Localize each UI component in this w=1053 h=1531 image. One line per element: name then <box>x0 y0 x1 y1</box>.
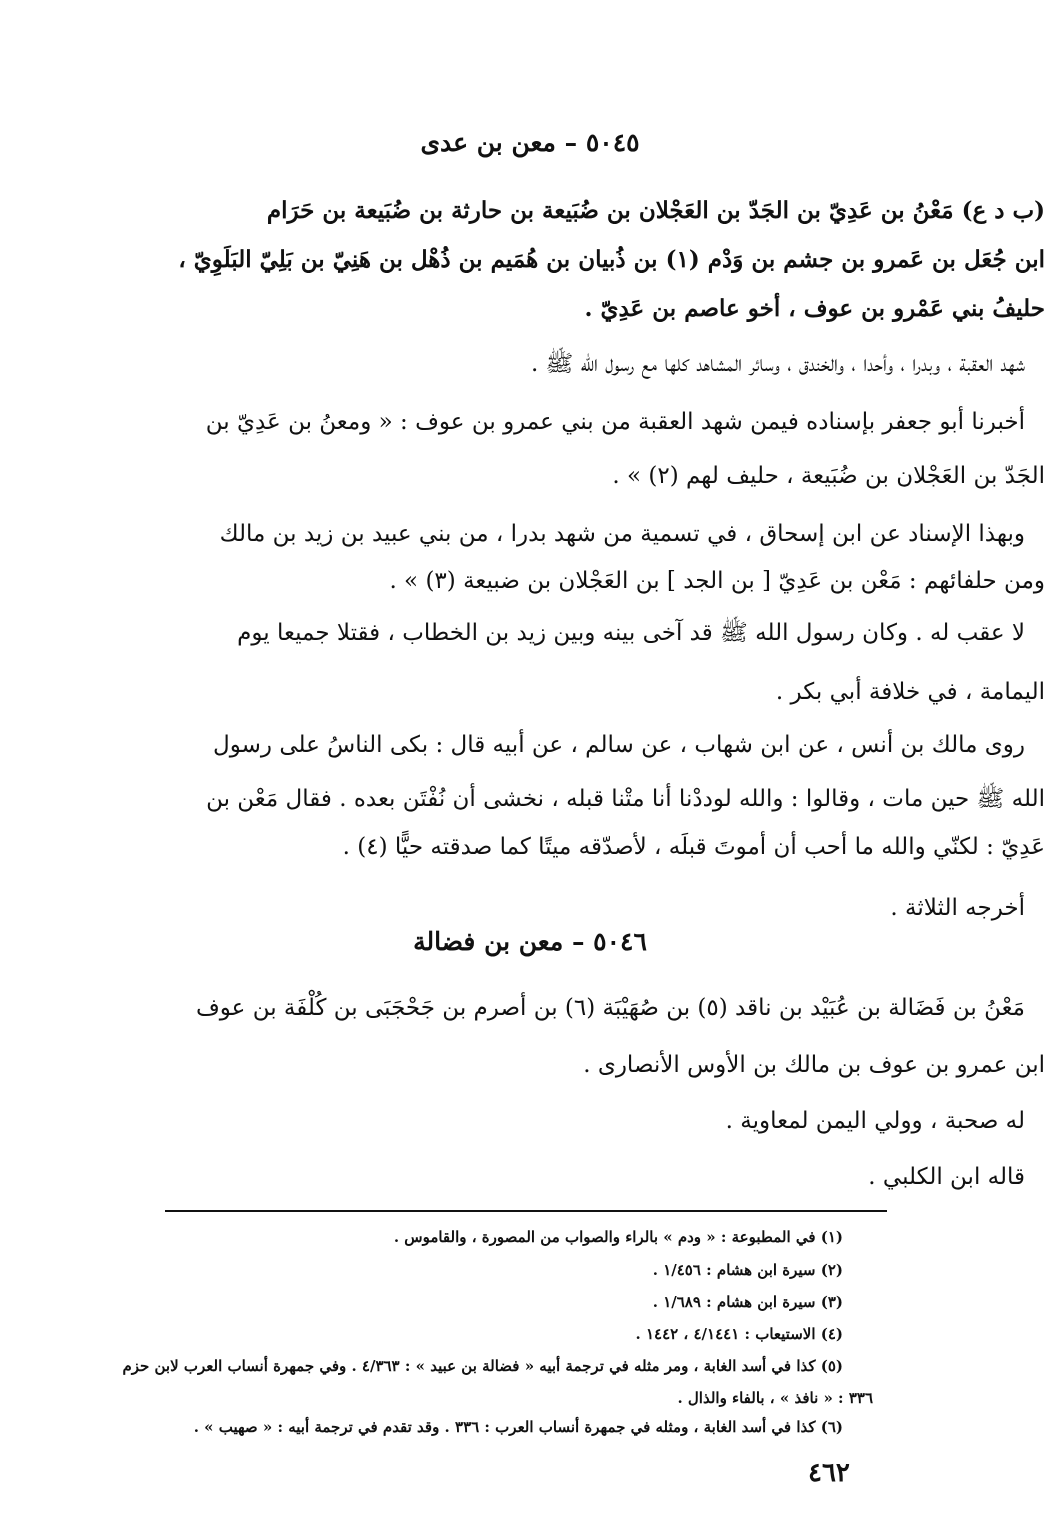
entry-heading-5046: ٥٠٤٦ – معن بن فضالة <box>413 927 647 956</box>
footnote-2: (٢) سيرة ابن هشام : ١/٤٥٦ . <box>652 1261 843 1279</box>
entry1-line-4: شهد العقبة ، وبدرا ، وأحدا ، والخندق ، وسائر المشاهد كلها مع رسول الله ﷺ . <box>530 351 1025 377</box>
entry1-line-13: عَدِيّ : لكنّي والله ما أحب أن أموتَ قبلَه ، لأصدّقه ميتًا كما صدقته حيًّا (٤) . <box>342 834 1045 860</box>
footnote-4: (٤) الاستيعاب : ٤/١٤٤١ ، ١٤٤٢ . <box>635 1325 843 1343</box>
entry1-line-14: أخرجه الثلاثة . <box>890 895 1025 921</box>
footnote-6: (٦) كذا في أسد الغابة ، ومثله في جمهرة أنساب العرب : ٣٣٦ . وقد تقدم في ترجمة أبيه : « صهيب » . <box>193 1418 843 1436</box>
entry2-line-1: مَعْنُ بن فَضَالة بن عُبَيْد بن ناقد (٥) بن صُهَيْبَة (٦) بن أصرم بن جَحْجَبَى بن كُلْفَة بن عوف <box>195 995 1025 1021</box>
entry1-line-3: حليفُ بني عَمْرو بن عوف ، أخو عاصم بن عَدِيّ . <box>584 295 1045 322</box>
footnote-5-continued: ٣٣٦ : « نافذ » ، بالفاء والذال . <box>677 1389 873 1407</box>
footnote-1: (١) في المطبوعة : « ودم » بالراء والصواب من المصورة ، والقاموس . <box>393 1228 843 1246</box>
entry2-line-2: ابن عمرو بن عوف بن مالك بن الأوس الأنصارى . <box>583 1052 1045 1078</box>
entry2-line-3: له صحبة ، وولي اليمن لمعاوية . <box>725 1108 1025 1134</box>
entry1-line-12: الله ﷺ حين مات ، وقالوا : والله لوددْنا أنا متْنا قبله ، نخشى أن نُفْتَن بعده . فقال مَعْن بن <box>206 786 1045 812</box>
entry1-line-11: روى مالك بن أنس ، عن ابن شهاب ، عن سالم ، عن أبيه قال : بكى الناسُ على رسول <box>213 732 1025 758</box>
footnote-separator <box>165 1210 887 1212</box>
entry1-line-7: وبهذا الإسناد عن ابن إسحاق ، في تسمية من شهد بدرا ، من بني عبيد بن زيد بن مالك <box>219 521 1025 547</box>
entry1-line-1: (ب د ع) مَعْنُ بن عَدِيّ بن الجَدّ بن العَجْلان بن ضُبَيعة بن حارثة بن ضُبَيعة بن حَرَام <box>266 197 1045 224</box>
footnote-3: (٣) سيرة ابن هشام : ١/٦٨٩ . <box>652 1293 843 1311</box>
footnote-5: (٥) كذا في أسد الغابة ، ومر مثله في ترجمة أبيه « فضالة بن عبيد » : ٤/٣٦٣ . وفي جمهرة أنساب العرب لابن حزم <box>122 1357 843 1375</box>
entry1-line-9: لا عقب له . وكان رسول الله ﷺ قد آخى بينه وبين زيد بن الخطاب ، فقتلا جميعا يوم <box>237 620 1025 646</box>
entry1-line-10: اليمامة ، في خلافة أبي بكر . <box>775 679 1045 705</box>
entry1-line-6: الجَدّ بن العَجْلان بن ضُبَيعة ، حليف لهم (٢) » . <box>612 463 1045 489</box>
entry1-line-5: أخبرنا أبو جعفر بإسناده فيمن شهد العقبة من بني عمرو بن عوف : « ومعنُ بن عَدِيّ بن <box>205 409 1025 435</box>
entry1-line-2: ابن جُعَل بن عَمرو بن جشم بن وَدْم (١) بن ذُبيان بن هُمَيم بن ذُهْل بن هَنِيّ بن بَلِيّ البَلَوِيّ ، <box>178 246 1045 273</box>
entry2-line-4: قاله ابن الكلبي . <box>868 1164 1025 1190</box>
entry-heading-5045: ٥٠٤٥ – معن بن عدى <box>420 128 640 157</box>
entry1-line-8: ومن حلفائهم : مَعْن بن عَدِيّ [ بن الجد ] بن العَجْلان بن ضبيعة (٣) » . <box>389 568 1045 594</box>
page-number: ٤٦٢ <box>808 1458 850 1488</box>
